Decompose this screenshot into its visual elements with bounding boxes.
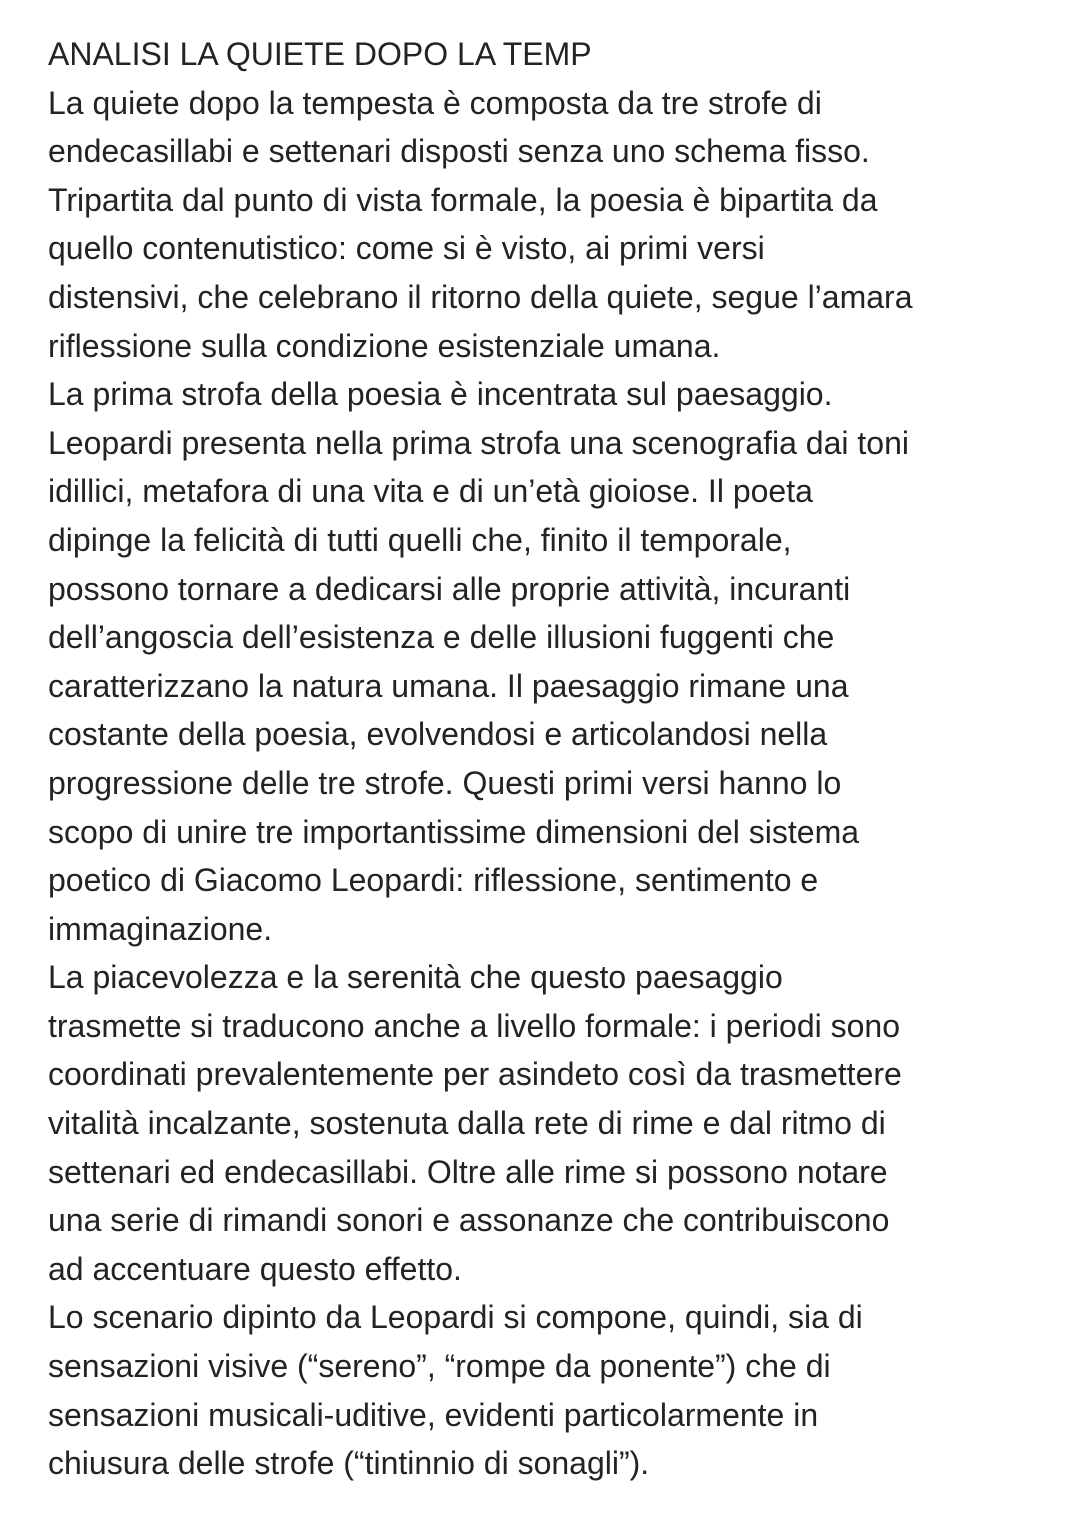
text-line: sensazioni visive (“sereno”, “rompe da ponente”) che di bbox=[48, 1348, 831, 1385]
text-line: dell’angoscia dell’esistenza e delle illusioni fuggenti che bbox=[48, 619, 835, 656]
text-line: La quiete dopo la tempesta è composta da tre strofe di bbox=[48, 84, 822, 121]
text-line: vitalità incalzante, sostenuta dalla rete di rime e dal ritmo di bbox=[48, 1105, 886, 1142]
text-line: trasmette si traducono anche a livello formale: i periodi sono bbox=[48, 1007, 900, 1044]
text-line: idillici, metafora di una vita e di un’età gioiose. Il poeta bbox=[48, 473, 813, 510]
text-line: possono tornare a dedicarsi alle proprie attività, incuranti bbox=[48, 570, 851, 607]
document-title: ANALISI LA QUIETE DOPO LA TEMP bbox=[48, 36, 592, 72]
document-text bbox=[48, 79, 1058, 1488]
text-line: distensivi, che celebrano il ritorno della quiete, segue l’amara bbox=[48, 278, 913, 315]
text-line: riflessione sulla condizione esistenziale umana. bbox=[48, 327, 721, 364]
text-line: costante della poesia, evolvendosi e articolandosi nella bbox=[48, 716, 828, 753]
text-line: quello contenutistico: come si è visto, ai primi versi bbox=[48, 230, 765, 267]
text-line: caratterizzano la natura umana. Il paesaggio rimane una bbox=[48, 667, 849, 704]
text-line: immaginazione. bbox=[48, 910, 273, 947]
text-line: endecasillabi e settenari disposti senza uno schema fisso. bbox=[48, 133, 870, 170]
text-line: La piacevolezza e la serenità che questo paesaggio bbox=[48, 959, 783, 996]
text-line: coordinati prevalentemente per asindeto così da trasmettere bbox=[48, 1056, 902, 1093]
document-body bbox=[48, 30, 1058, 1488]
text-line: dipinge la felicità di tutti quelli che, finito il temporale, bbox=[48, 521, 792, 558]
text-line: Leopardi presenta nella prima strofa una scenografia dai toni bbox=[48, 424, 909, 461]
text-line: Tripartita dal punto di vista formale, la poesia è bipartita da bbox=[48, 181, 878, 218]
text-line: La prima strofa della poesia è incentrata sul paesaggio. bbox=[48, 376, 833, 413]
text-line: ad accentuare questo effetto. bbox=[48, 1250, 462, 1287]
text-line: poetico di Giacomo Leopardi: riflessione, sentimento e bbox=[48, 862, 819, 899]
text-line: scopo di unire tre importantissime dimensioni del sistema bbox=[48, 813, 860, 850]
text-line: sensazioni musicali-uditive, evidenti particolarmente in bbox=[48, 1396, 819, 1433]
text-line: Lo scenario dipinto da Leopardi si compone, quindi, sia di bbox=[48, 1299, 863, 1336]
text-line: progressione delle tre strofe. Questi primi versi hanno lo bbox=[48, 764, 842, 801]
text-line: chiusura delle strofe (“tintinnio di sonagli”). bbox=[48, 1445, 650, 1482]
text-line: settenari ed endecasillabi. Oltre alle rime si possono notare bbox=[48, 1153, 888, 1190]
text-line: una serie di rimandi sonori e assonanze che contribuiscono bbox=[48, 1202, 890, 1239]
